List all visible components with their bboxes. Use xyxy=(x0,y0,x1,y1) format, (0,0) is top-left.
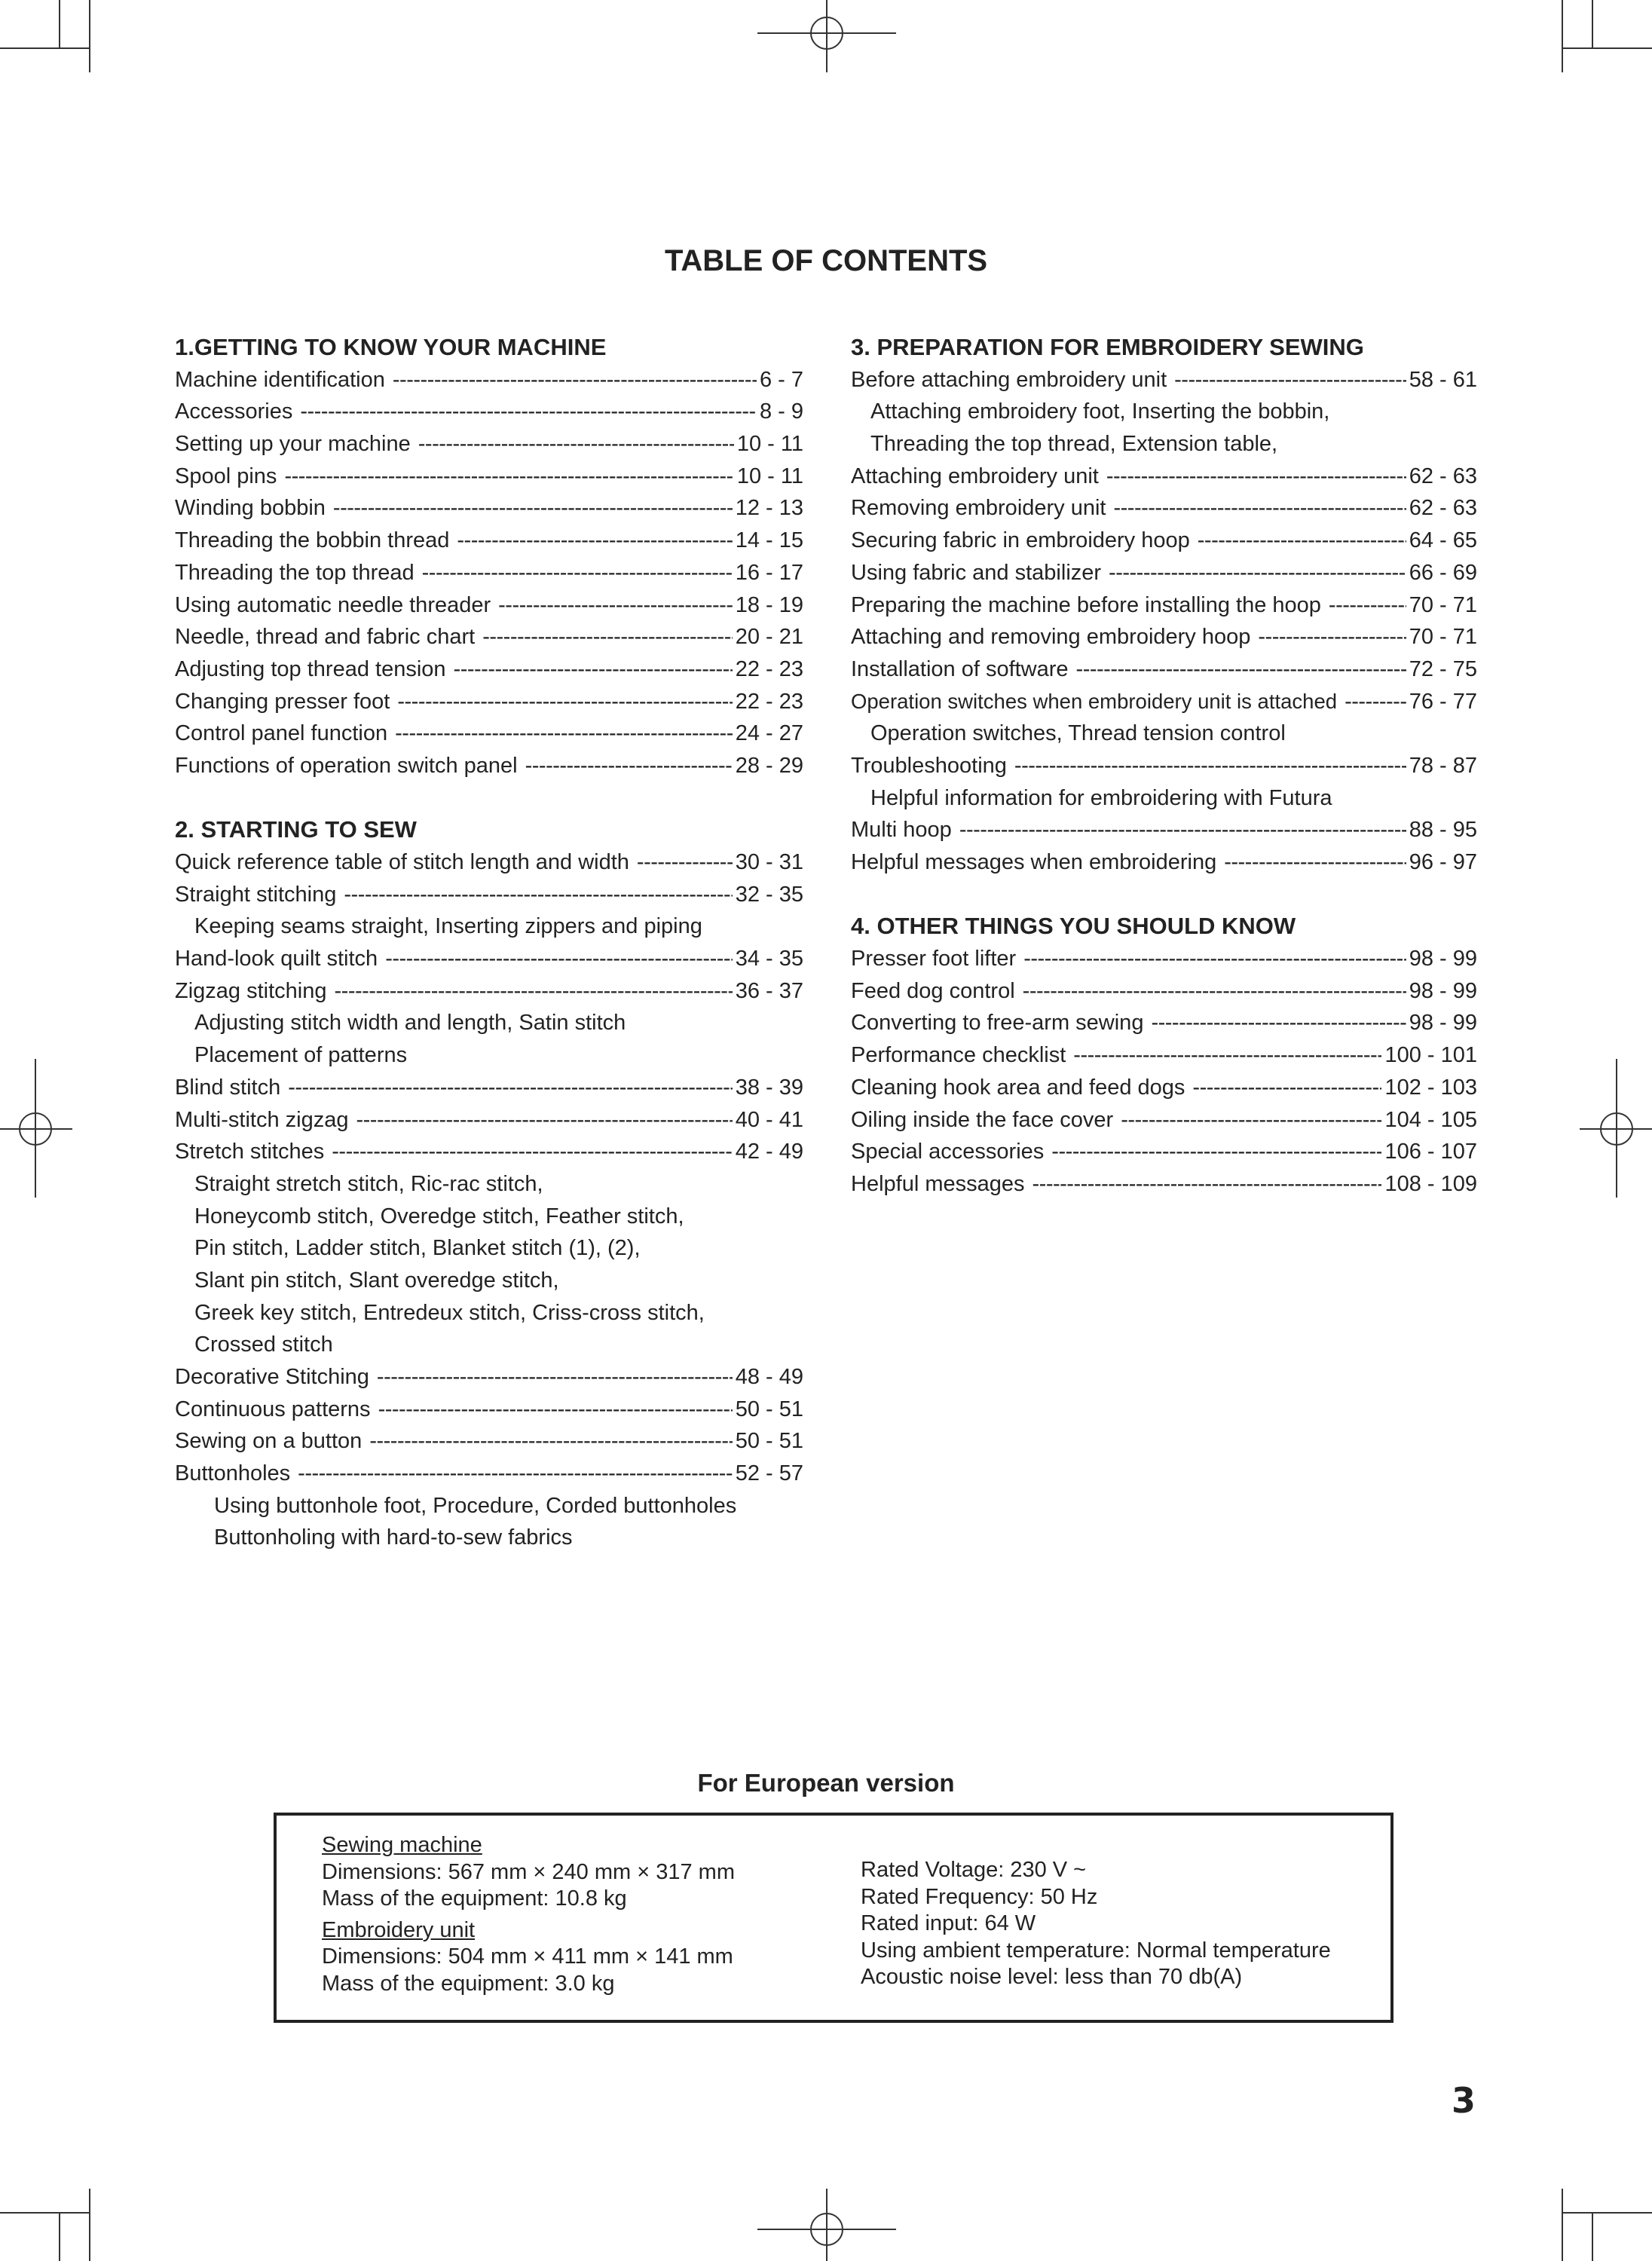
toc-subentry: Operation switches, Thread tension control xyxy=(870,721,1286,746)
dot-leader xyxy=(457,525,732,557)
section-spacer xyxy=(175,782,803,815)
toc-entry-title: Presser foot lifter xyxy=(851,947,1017,971)
toc-entry xyxy=(175,525,803,557)
crop-mark xyxy=(1562,2212,1652,2214)
toc-entry xyxy=(175,879,803,911)
toc-entry xyxy=(175,621,803,653)
toc-entry-pages: 50 - 51 xyxy=(735,1429,803,1454)
european-spec-box xyxy=(274,1813,1393,2023)
dot-leader xyxy=(1106,460,1406,493)
toc-entry-title: Continuous patterns xyxy=(175,1397,371,1421)
toc-entry-pages: 6 - 7 xyxy=(759,367,803,392)
toc-entry-title: Adjusting top thread tension xyxy=(175,656,446,681)
toc-entry-title: Decorative Stitching xyxy=(175,1365,369,1389)
dot-leader xyxy=(1113,492,1406,525)
toc-entry xyxy=(175,653,803,686)
toc-entry xyxy=(851,589,1477,622)
toc-entry-title: Operation switches when embroidery unit is attached xyxy=(851,689,1338,713)
toc-entry xyxy=(175,1394,803,1426)
toc-subentry: Pin stitch, Ladder stitch, Blanket stitch (1), (2), xyxy=(194,1236,641,1261)
toc-entry-pages: 8 - 9 xyxy=(759,399,803,424)
toc-subentry: Slant pin stitch, Slant overedge stitch, xyxy=(194,1268,559,1293)
rated-input: Rated input: 64 W xyxy=(861,1911,1036,1935)
toc-entry-pages: 96 - 97 xyxy=(1409,850,1477,874)
toc-subentry: Buttonholing with hard-to-sew fabrics xyxy=(214,1525,573,1550)
toc-entry-pages: 106 - 107 xyxy=(1384,1140,1477,1164)
toc-entry-title: Using automatic needle threader xyxy=(175,592,491,617)
toc-entry-pages: 52 - 57 xyxy=(735,1461,803,1486)
dot-leader xyxy=(393,364,757,396)
dot-leader xyxy=(377,1361,733,1394)
toc-entry-pages: 62 - 63 xyxy=(1409,464,1477,488)
dot-leader xyxy=(335,975,733,1008)
dot-leader xyxy=(1073,1039,1381,1072)
toc-entry xyxy=(851,1072,1477,1104)
toc-entry-title: Zigzag stitching xyxy=(175,978,327,1003)
toc-entry-title: Multi hoop xyxy=(851,818,952,843)
toc-entry xyxy=(851,364,1477,396)
sewing-machine-dimensions: Dimensions: 567 mm × 240 mm × 317 mm xyxy=(322,1859,735,1884)
toc-entry xyxy=(175,1361,803,1394)
crop-mark xyxy=(1592,0,1593,48)
toc-entry xyxy=(851,975,1477,1008)
toc-entry xyxy=(851,557,1477,589)
toc-entry-title: Winding bobbin xyxy=(175,496,326,521)
toc-entry-pages: 64 - 65 xyxy=(1409,528,1477,553)
dot-leader xyxy=(1224,846,1406,879)
toc-entry xyxy=(851,525,1477,557)
toc-entry xyxy=(175,1425,803,1458)
dot-leader xyxy=(1109,557,1406,589)
toc-entry xyxy=(175,396,803,428)
crop-mark xyxy=(89,0,90,72)
toc-entry-title: Machine identification xyxy=(175,367,385,392)
toc-entry-pages: 38 - 39 xyxy=(735,1075,803,1100)
toc-entry xyxy=(851,1039,1477,1072)
rated-voltage: Rated Voltage: 230 V ~ xyxy=(861,1858,1087,1882)
toc-entry xyxy=(175,460,803,493)
toc-entry-title: Hand-look quilt stitch xyxy=(175,947,378,971)
toc-entry-title: Oiling inside the face cover xyxy=(851,1107,1114,1132)
dot-leader xyxy=(378,1394,733,1426)
toc-entry-pages: 22 - 23 xyxy=(735,656,803,681)
dot-leader xyxy=(637,846,733,879)
toc-entry-title: Sewing on a button xyxy=(175,1429,363,1454)
toc-entry xyxy=(175,717,803,750)
dot-leader xyxy=(333,492,733,525)
embroidery-unit-label: Embroidery unit xyxy=(322,1917,476,1942)
toc-entry-pages: 28 - 29 xyxy=(735,753,803,778)
toc-entry-title: Converting to free-arm sewing xyxy=(851,1011,1144,1036)
toc-entry-title: Securing fabric in embroidery hoop xyxy=(851,528,1190,553)
toc-entry-title: Attaching embroidery unit xyxy=(851,464,1099,488)
ambient-temperature: Using ambient temperature: Normal temperature xyxy=(861,1938,1331,1963)
dot-leader xyxy=(959,814,1406,846)
toc-entry-title: Stretch stitches xyxy=(175,1140,325,1164)
toc-entry-pages: 104 - 105 xyxy=(1384,1107,1477,1132)
dot-leader xyxy=(454,653,733,686)
dot-leader xyxy=(1032,1168,1382,1201)
toc-entry xyxy=(175,589,803,622)
dot-leader xyxy=(482,621,733,653)
toc-entry xyxy=(175,1104,803,1137)
toc-entry-title: Helpful messages when embroidering xyxy=(851,850,1217,874)
dot-leader xyxy=(1051,1136,1381,1168)
toc-entry xyxy=(851,686,1477,718)
dot-leader xyxy=(395,717,733,750)
toc-entry-title: Quick reference table of stitch length and width xyxy=(175,850,629,874)
toc-entry xyxy=(175,1458,803,1490)
crop-mark xyxy=(0,47,90,49)
toc-subentry: Adjusting stitch width and length, Satin stitch xyxy=(194,1011,626,1036)
toc-entry-title: Feed dog control xyxy=(851,978,1015,1003)
toc-entry-pages: 10 - 11 xyxy=(736,432,803,457)
toc-entry xyxy=(175,750,803,782)
toc-entry xyxy=(175,557,803,589)
toc-entry xyxy=(175,846,803,879)
toc-entry-pages: 22 - 23 xyxy=(735,689,803,714)
toc-entry-pages: 30 - 31 xyxy=(735,850,803,874)
toc-entry-pages: 108 - 109 xyxy=(1384,1171,1477,1196)
toc-entry xyxy=(851,621,1477,653)
toc-entry xyxy=(851,1168,1477,1201)
toc-entry-pages: 36 - 37 xyxy=(735,978,803,1003)
embroidery-unit-mass: Mass of the equipment: 3.0 kg xyxy=(322,1971,615,1996)
toc-entry-title: Performance checklist xyxy=(851,1043,1066,1068)
toc-subentry: Crossed stitch xyxy=(194,1332,333,1357)
toc-entry-pages: 70 - 71 xyxy=(1409,625,1477,650)
toc-entry-pages: 40 - 41 xyxy=(735,1107,803,1132)
toc-entry xyxy=(175,492,803,525)
sewing-machine-mass: Mass of the equipment: 10.8 kg xyxy=(322,1886,627,1911)
toc-entry-pages: 24 - 27 xyxy=(735,721,803,746)
dot-leader xyxy=(1258,621,1406,653)
embroidery-unit-dimensions: Dimensions: 504 mm × 411 mm × 141 mm xyxy=(322,1944,733,1969)
toc-entry-title: Needle, thread and fabric chart xyxy=(175,625,476,650)
toc-entry xyxy=(175,943,803,975)
dot-leader xyxy=(418,428,734,460)
toc-entry-title: Threading the bobbin thread xyxy=(175,528,450,553)
toc-entry xyxy=(175,364,803,396)
toc-entry-pages: 42 - 49 xyxy=(735,1140,803,1164)
toc-entry-pages: 62 - 63 xyxy=(1409,496,1477,521)
toc-entry xyxy=(851,846,1477,879)
toc-entry-title: Special accessories xyxy=(851,1140,1045,1164)
toc-entry-title: Removing embroidery unit xyxy=(851,496,1106,521)
toc-entry xyxy=(851,1104,1477,1137)
dot-leader xyxy=(1174,364,1406,396)
registration-circle xyxy=(1600,1112,1633,1146)
toc-entry xyxy=(175,1136,803,1168)
dot-leader xyxy=(385,943,733,975)
spec-left-column xyxy=(322,1832,735,1997)
toc-entry-title: Blind stitch xyxy=(175,1075,281,1100)
registration-circle xyxy=(810,2213,843,2246)
toc-subentry: Placement of patterns xyxy=(194,1043,408,1068)
dot-leader xyxy=(344,879,732,911)
toc-entry-title: Straight stitching xyxy=(175,882,337,907)
toc-entry-title: Buttonholes xyxy=(175,1461,291,1486)
dot-leader xyxy=(332,1136,732,1168)
dot-leader xyxy=(1121,1104,1381,1137)
toc-entry-title: Setting up your machine xyxy=(175,432,411,457)
dot-leader xyxy=(300,396,757,428)
dot-leader xyxy=(284,460,733,493)
toc-entry-pages: 14 - 15 xyxy=(735,528,803,553)
dot-leader xyxy=(1151,1007,1406,1039)
toc-entry-pages: 18 - 19 xyxy=(735,592,803,617)
dot-leader xyxy=(1076,653,1406,686)
toc-entry-pages: 58 - 61 xyxy=(1409,367,1477,392)
toc-entry xyxy=(851,750,1477,782)
section-spacer xyxy=(851,879,1477,911)
toc-entry-pages: 48 - 49 xyxy=(735,1365,803,1389)
toc-entry xyxy=(851,460,1477,493)
toc-entry xyxy=(175,686,803,718)
toc-entry-pages: 78 - 87 xyxy=(1409,753,1477,778)
dot-leader xyxy=(397,686,732,718)
dot-leader xyxy=(288,1072,732,1104)
toc-entry-pages: 16 - 17 xyxy=(735,560,803,585)
registration-circle xyxy=(810,17,843,50)
toc-entry-pages: 12 - 13 xyxy=(735,496,803,521)
sewing-machine-label: Sewing machine xyxy=(322,1833,482,1857)
toc-entry xyxy=(851,492,1477,525)
dot-leader xyxy=(525,750,733,782)
crop-mark xyxy=(59,2213,60,2261)
toc-entry-title: Cleaning hook area and feed dogs xyxy=(851,1075,1185,1100)
toc-subentry: Straight stretch stitch, Ric-rac stitch, xyxy=(194,1171,543,1196)
toc-entry-pages: 20 - 21 xyxy=(735,625,803,650)
toc-entry-pages: 72 - 75 xyxy=(1409,656,1477,681)
dot-leader xyxy=(1329,589,1406,622)
dot-leader xyxy=(422,557,733,589)
european-version-heading: For European version xyxy=(697,1769,955,1797)
crop-mark xyxy=(0,2212,90,2214)
toc-entry-pages: 76 - 77 xyxy=(1409,689,1477,714)
dot-leader xyxy=(1192,1072,1381,1104)
dot-leader xyxy=(356,1104,732,1137)
toc-subentry: Using buttonhole foot, Procedure, Corded buttonholes xyxy=(214,1493,737,1518)
toc-subentry: Greek key stitch, Entredeux stitch, Criss-cross stitch, xyxy=(194,1300,705,1325)
crop-mark xyxy=(59,0,60,48)
toc-entry-title: Attaching and removing embroidery hoop xyxy=(851,625,1251,650)
crop-mark xyxy=(89,2189,90,2261)
section-heading: 3. PREPARATION FOR EMBROIDERY SEWING xyxy=(851,334,1364,360)
toc-entry-title: Helpful messages xyxy=(851,1171,1025,1196)
dot-leader xyxy=(1023,975,1406,1008)
toc-entry-pages: 100 - 101 xyxy=(1384,1043,1477,1068)
toc-subentry: Keeping seams straight, Inserting zippers and piping xyxy=(194,914,702,939)
toc-subentry: Threading the top thread, Extension table, xyxy=(870,432,1278,457)
toc-subentry: Helpful information for embroidering with Futura xyxy=(870,785,1332,810)
dot-leader xyxy=(1345,686,1406,718)
toc-entry-title: Changing presser foot xyxy=(175,689,390,714)
crop-mark xyxy=(1562,0,1563,72)
rated-frequency: Rated Frequency: 50 Hz xyxy=(861,1884,1098,1909)
toc-entry-pages: 50 - 51 xyxy=(735,1397,803,1421)
toc-entry-title: Threading the top thread xyxy=(175,560,415,585)
toc-entry xyxy=(851,1007,1477,1039)
toc-entry-pages: 70 - 71 xyxy=(1409,592,1477,617)
dot-leader xyxy=(1023,943,1406,975)
section-heading: 4. OTHER THINGS YOU SHOULD KNOW xyxy=(851,913,1296,940)
toc-entry-title: Multi-stitch zigzag xyxy=(175,1107,349,1132)
toc-entry-pages: 34 - 35 xyxy=(735,947,803,971)
toc-entry-pages: 98 - 99 xyxy=(1409,947,1477,971)
toc-entry-pages: 98 - 99 xyxy=(1409,978,1477,1003)
toc-column-left xyxy=(175,332,803,1554)
toc-entry-pages: 88 - 95 xyxy=(1409,818,1477,843)
page-number: 3 xyxy=(1451,2080,1477,2121)
toc-entry xyxy=(851,814,1477,846)
toc-entry-title: Spool pins xyxy=(175,464,277,488)
toc-subentry: Attaching embroidery foot, Inserting the bobbin, xyxy=(870,399,1330,424)
toc-column-right xyxy=(851,332,1477,1201)
crop-mark xyxy=(1592,2213,1593,2261)
toc-entry xyxy=(851,1136,1477,1168)
toc-entry xyxy=(851,943,1477,975)
toc-entry xyxy=(175,428,803,460)
section-heading: 1.GETTING TO KNOW YOUR MACHINE xyxy=(175,334,607,360)
dot-leader xyxy=(1198,525,1406,557)
toc-entry-title: Preparing the machine before installing the hoop xyxy=(851,592,1321,617)
dot-leader xyxy=(298,1458,733,1490)
section-heading: 2. STARTING TO SEW xyxy=(175,816,417,843)
toc-entry-title: Accessories xyxy=(175,399,293,424)
toc-entry-title: Before attaching embroidery unit xyxy=(851,367,1167,392)
toc-entry-pages: 32 - 35 xyxy=(735,882,803,907)
toc-entry xyxy=(851,653,1477,686)
toc-entry-pages: 66 - 69 xyxy=(1409,560,1477,585)
toc-entry-pages: 98 - 99 xyxy=(1409,1011,1477,1036)
toc-entry-title: Installation of software xyxy=(851,656,1069,681)
toc-entry-pages: 10 - 11 xyxy=(736,464,803,488)
toc-entry xyxy=(175,975,803,1008)
spec-right-column xyxy=(861,1857,1331,1991)
toc-entry-title: Control panel function xyxy=(175,721,388,746)
toc-entry-title: Functions of operation switch panel xyxy=(175,753,518,778)
toc-subentry: Honeycomb stitch, Overedge stitch, Feather stitch, xyxy=(194,1204,684,1228)
acoustic-noise-level: Acoustic noise level: less than 70 db(A) xyxy=(861,1965,1243,1989)
toc-entry xyxy=(175,1072,803,1104)
toc-entry-pages: 102 - 103 xyxy=(1384,1075,1477,1100)
toc-entry-title: Troubleshooting xyxy=(851,753,1007,778)
registration-circle xyxy=(19,1112,52,1146)
crop-mark xyxy=(1562,47,1652,49)
page-title: TABLE OF CONTENTS xyxy=(664,244,988,277)
dot-leader xyxy=(498,589,733,622)
dot-leader xyxy=(1014,750,1406,782)
toc-entry-title: Using fabric and stabilizer xyxy=(851,560,1102,585)
crop-mark xyxy=(1562,2189,1563,2261)
dot-leader xyxy=(369,1425,732,1458)
